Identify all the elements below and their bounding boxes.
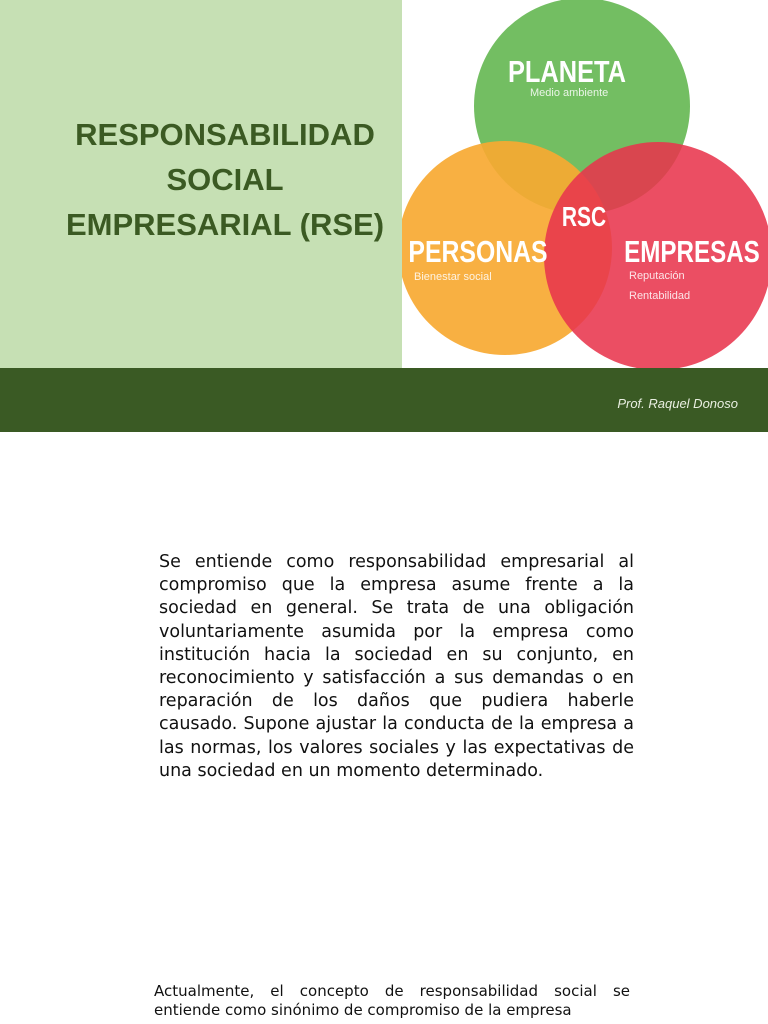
title-line: EMPRESARIAL (RSE) [65, 207, 385, 242]
empresas-subtitle-1: Reputación [629, 270, 685, 282]
empresas-title: EMPRESAS [624, 234, 760, 269]
title-slide [0, 0, 768, 432]
personas-title: PERSONAS [408, 234, 548, 269]
title-panel [0, 0, 402, 368]
planeta-subtitle: Medio ambiente [530, 87, 609, 99]
title-line: SOCIAL [166, 162, 284, 197]
body-paragraph: Actualmente, el concepto de responsabilidad social se entiende como sinónimo de compromiso de la empresa [154, 982, 630, 1019]
empresas-subtitle-2: Rentabilidad [629, 290, 691, 302]
rsc-label: RSC [561, 202, 607, 233]
planeta-title: PLANETA [507, 54, 627, 90]
footer-bar [0, 368, 768, 432]
personas-subtitle: Bienestar social [414, 271, 492, 283]
body-paragraph: Se entiende como responsabilidad empresarial al compromiso que la empresa asume frente a la sociedad en general. Se trata de una obligación voluntariamente asumida por la empresa como institución hacia la sociedad en su conjunto, en reconocimiento y satisfacción a sus demandas o en reparación de los daños que pudiera haberle causado. Supone ajustar la conducta de la empresa a las normas, los valores sociales y las expectativas de una sociedad en un momento determinado. [159, 552, 634, 781]
slide-title [0, 112, 450, 247]
venn-diagram [402, 0, 768, 368]
title-line: RESPONSABILIDAD [75, 117, 375, 152]
author-name: Prof. Raquel Donoso [617, 396, 738, 411]
